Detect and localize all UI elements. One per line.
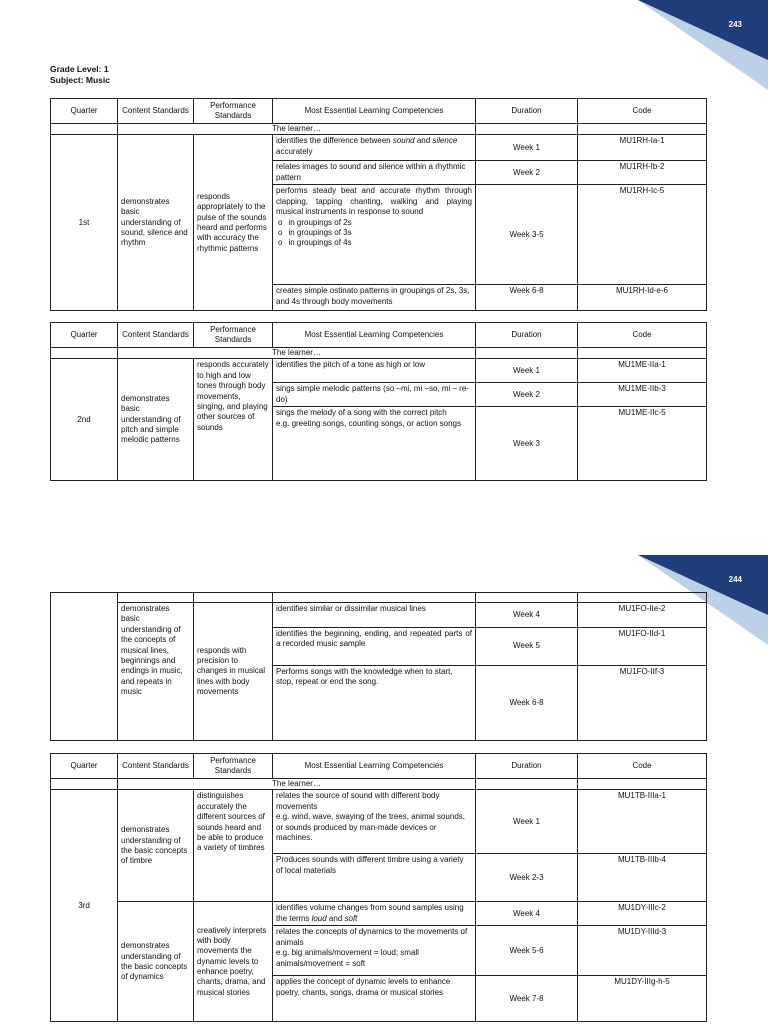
performance-standard: distinguishes accurately the different sources of sounds heard and be able to produce a variety of timbres	[194, 790, 273, 902]
grouping-list	[276, 218, 472, 249]
competency: performs steady beat and accurate rhythm through clapping, tapping chanting, walking and playing musical instruments in response to sound o in groupings of 2s o in groupings of 3s o in groupings of 4s	[273, 185, 476, 285]
competency: relates images to sound and silence within a rhythmic pattern	[273, 161, 476, 185]
header-quarter: Quarter	[51, 99, 118, 124]
header-row	[51, 754, 707, 779]
duration: Week 3-5	[476, 185, 578, 285]
table-row	[51, 359, 707, 383]
code: MU1ME-IIc-5	[578, 407, 707, 481]
header-row	[51, 323, 707, 348]
page-corner-banner	[638, 0, 768, 90]
grade-level: Grade Level: 1	[50, 64, 109, 74]
header-melc: Most Essential Learning Competencies	[273, 323, 476, 348]
duration: Week 1	[476, 359, 578, 383]
page-244	[0, 555, 768, 1024]
header-duration: Duration	[476, 323, 578, 348]
header-quarter: Quarter	[51, 754, 118, 779]
performance-standard: responds with precision to changes in musical lines with body movements	[194, 603, 273, 741]
table-row	[51, 790, 707, 854]
duration: Week 6-8	[476, 285, 578, 311]
page-number: 243	[728, 20, 742, 29]
table-row	[51, 902, 707, 926]
code: MU1RH-Id-e-6	[578, 285, 707, 311]
header-duration: Duration	[476, 99, 578, 124]
header-code: Code	[578, 99, 707, 124]
competency: Produces sounds with different timbre using a variety of local materials	[273, 854, 476, 902]
header-code: Code	[578, 323, 707, 348]
competency: identifies the beginning, ending, and repeated parts of a recorded music sample	[273, 628, 476, 666]
code: MU1RH-Ia-1	[578, 135, 707, 161]
content-standard: demonstrates understanding of the basic concepts of timbre	[118, 790, 194, 902]
duration: Week 4	[476, 603, 578, 628]
performance-standard: responds appropriately to the pulse of the sounds heard and performs with accuracy the rhythmic patterns	[194, 135, 273, 311]
code: MU1DY-IIId-3	[578, 926, 707, 976]
header-performance-standards: Performance Standards	[194, 323, 273, 348]
subject: Subject: Music	[50, 75, 110, 85]
learner-row: The learner…	[118, 348, 476, 359]
competency: relates the concepts of dynamics to the movements of animals e.g. big animals/movement = loud; small animals/movement = soft	[273, 926, 476, 976]
code: MU1TB-IIIa-1	[578, 790, 707, 854]
duration: Week 5-6	[476, 926, 578, 976]
code: MU1FO-IIe-2	[578, 603, 707, 628]
duration: Week 1	[476, 135, 578, 161]
header-content-standards: Content Standards	[118, 99, 194, 124]
content-standard: demonstrates basic understanding of sound, silence and rhythm	[118, 135, 194, 311]
duration: Week 2	[476, 161, 578, 185]
quarter-cell: 2nd	[51, 359, 118, 481]
header-row	[51, 99, 707, 124]
page-gap	[0, 511, 768, 555]
competency: identifies similar or dissimilar musical lines	[273, 603, 476, 628]
duration: Week 2	[476, 383, 578, 407]
competency: identifies the pitch of a tone as high or low	[273, 359, 476, 383]
header-melc: Most Essential Learning Competencies	[273, 754, 476, 779]
performance-standard: responds accurately to high and low tones through body movements, singing, and playing other sources of sounds	[194, 359, 273, 481]
q1-table	[50, 98, 707, 311]
code: MU1DY-IIIc-2	[578, 902, 707, 926]
competency: sings simple melodic patterns (so –mi, mi –so, mi – re-do)	[273, 383, 476, 407]
duration: Week 3	[476, 407, 578, 481]
list-item: o in groupings of 4s	[290, 238, 472, 248]
content-standard: demonstrates basic understanding of the concepts of musical lines, beginnings and endings in music, and repeats in music	[118, 603, 194, 741]
code: MU1TB-IIIb-4	[578, 854, 707, 902]
header-content-standards: Content Standards	[118, 323, 194, 348]
header-content-standards: Content Standards	[118, 754, 194, 779]
duration: Week 2-3	[476, 854, 578, 902]
content-standard: demonstrates basic understanding of pitch and simple melodic patterns	[118, 359, 194, 481]
duration: Week 1	[476, 790, 578, 854]
performance-standard: creatively interprets with body movements the dynamic levels to enhance poetry, chants, drama, and musical stories	[194, 902, 273, 1022]
duration: Week 4	[476, 902, 578, 926]
q2-table	[50, 322, 707, 481]
header-duration: Duration	[476, 754, 578, 779]
table-row	[51, 603, 707, 628]
header-code: Code	[578, 754, 707, 779]
competency: Performs songs with the knowledge when to start, stop, repeat or end the song.	[273, 666, 476, 741]
learner-row: The learner…	[118, 779, 476, 790]
quarter-cell: 3rd	[51, 790, 118, 1022]
duration: Week 6-8	[476, 666, 578, 741]
list-item: o in groupings of 2s	[290, 218, 472, 228]
learner-row: The learner…	[118, 124, 476, 135]
page-243	[0, 0, 768, 511]
competency: creates simple ostinato patterns in groupings of 2s, 3s, and 4s through body movements	[273, 285, 476, 311]
page-number: 244	[728, 575, 742, 584]
quarter-cell: 1st	[51, 135, 118, 311]
code: MU1RH-Ic-5	[578, 185, 707, 285]
list-item: o in groupings of 3s	[290, 228, 472, 238]
q3-table	[50, 753, 707, 1022]
code: MU1DY-IIIg-h-5	[578, 976, 707, 1022]
competency: relates the source of sound with different body movements e.g. wind, wave, swaying of the trees, animal sounds, or sounds produced by man-made devices or machines.	[273, 790, 476, 854]
table-row	[51, 135, 707, 161]
competency: sings the melody of a song with the correct pitch e.g. greeting songs, counting songs, or action songs	[273, 407, 476, 481]
competency: identifies the difference between sound and silence accurately	[273, 135, 476, 161]
header-melc: Most Essential Learning Competencies	[273, 99, 476, 124]
duration: Week 5	[476, 628, 578, 666]
competency: identifies volume changes from sound samples using the terms loud and soft	[273, 902, 476, 926]
header-performance-standards: Performance Standards	[194, 754, 273, 779]
content-standard: demonstrates understanding of the basic concepts of dynamics	[118, 902, 194, 1022]
code: MU1ME-IIb-3	[578, 383, 707, 407]
header-performance-standards: Performance Standards	[194, 99, 273, 124]
code: MU1FO-IIf-3	[578, 666, 707, 741]
q2-continuation-table	[50, 592, 707, 741]
header-quarter: Quarter	[51, 323, 118, 348]
code: MU1ME-IIa-1	[578, 359, 707, 383]
duration: Week 7-8	[476, 976, 578, 1022]
competency: applies the concept of dynamic levels to enhance poetry, chants, songs, drama or musical stories	[273, 976, 476, 1022]
code: MU1FO-IId-1	[578, 628, 707, 666]
code: MU1RH-Ib-2	[578, 161, 707, 185]
